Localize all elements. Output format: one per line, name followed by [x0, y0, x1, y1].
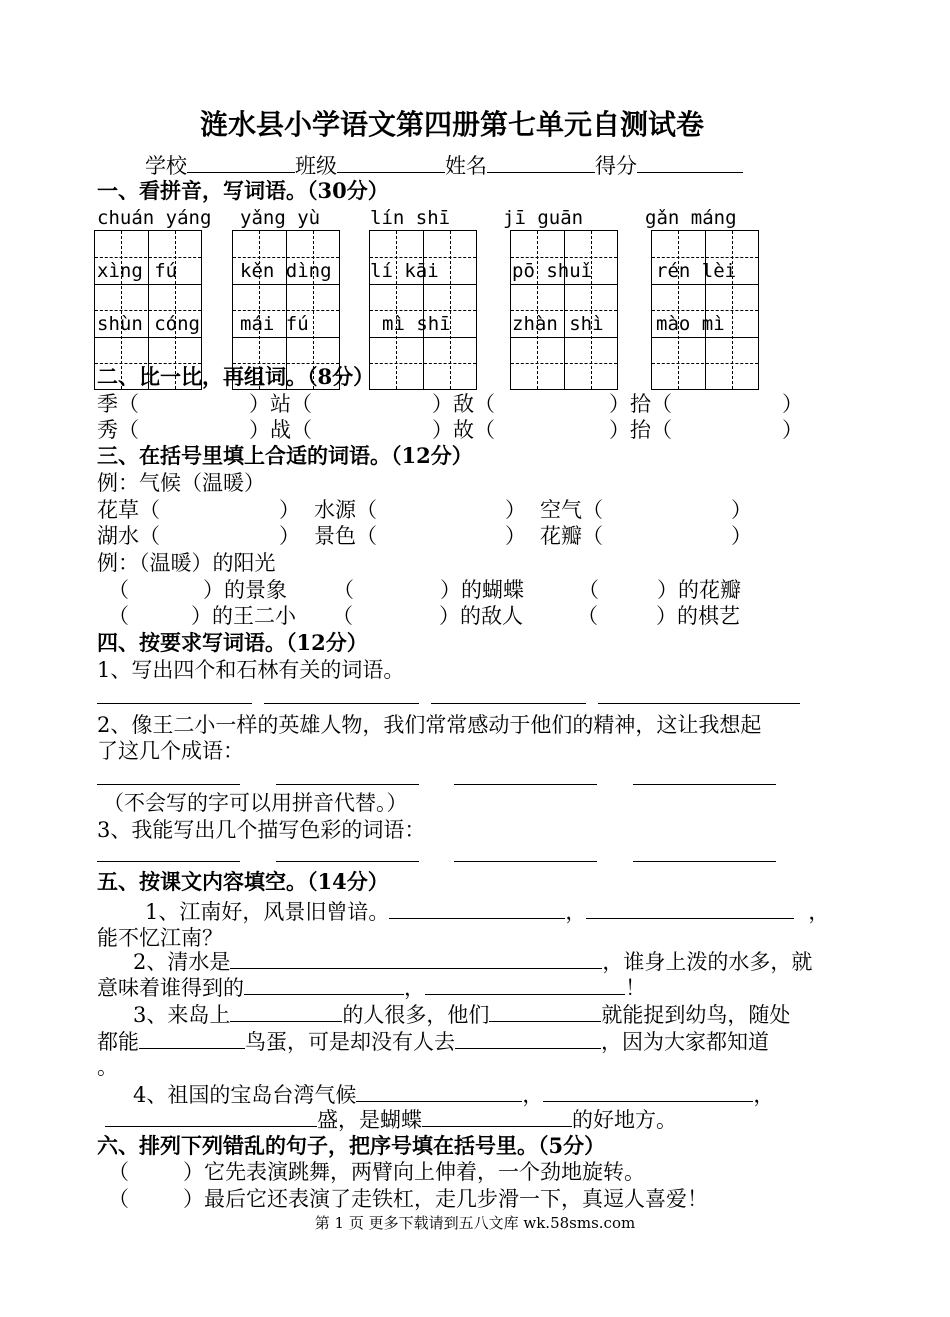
- pinyin: xìng fú: [97, 260, 178, 282]
- answer-blank[interactable]: [276, 784, 419, 785]
- section5-heading: 五、按课文内容填空。（14分）: [97, 869, 389, 894]
- text: ！: [625, 976, 646, 1000]
- fill-row: [108, 577, 741, 603]
- page-footer: 第 1 页 更多下载请到五八文库 wk.58sms.com: [314, 1214, 636, 1232]
- example: 例：气候（温暖）: [97, 471, 265, 495]
- fill-item: （: [333, 578, 354, 602]
- fill-item: 景色（: [314, 524, 377, 548]
- text: 的人很多，他们: [342, 1003, 490, 1027]
- text: 3、来岛上: [133, 1003, 231, 1027]
- text: ，: [808, 900, 830, 924]
- compare-item: ）战（: [249, 418, 312, 442]
- pinyin: lí kāi: [370, 260, 439, 282]
- page-title: 涟水县小学语文第四册第七单元自测试卷: [200, 108, 705, 141]
- pinyin: mào mì: [656, 313, 725, 335]
- fill-item: （: [108, 604, 129, 628]
- section4-heading: 四、按要求写词语。（12分）: [97, 630, 368, 655]
- text: 4、祖国的宝岛台湾气候: [133, 1083, 357, 1107]
- text: 鸟蛋，可是却没有人去: [245, 1030, 455, 1054]
- text: （: [108, 1160, 129, 1184]
- poem-line-end: 能不忆江南？: [97, 926, 223, 950]
- fill-item: ）的花瓣: [657, 578, 741, 602]
- pinyin-note: （不会写的字可以用拼音代替。）: [103, 791, 408, 815]
- fill-item: 空气（: [540, 498, 603, 522]
- writing-grid-3[interactable]: [369, 230, 477, 390]
- fill-item: ）的王二小: [191, 604, 296, 628]
- answer-blank[interactable]: [586, 898, 794, 919]
- answer-blank[interactable]: [455, 1028, 601, 1049]
- fill-item: ）的棋艺: [656, 604, 740, 628]
- fill-line: [133, 948, 812, 975]
- compare-item: 季（: [97, 392, 139, 416]
- pinyin: mì shī: [382, 313, 451, 335]
- answer-blank[interactable]: [356, 1081, 522, 1102]
- answer-blank[interactable]: [264, 703, 419, 704]
- answer-blank[interactable]: [431, 703, 586, 704]
- fill-item: 湖水（: [97, 524, 160, 548]
- answer-blank[interactable]: [543, 1081, 753, 1102]
- fill-row: [108, 603, 740, 629]
- compare-item: ）站（: [249, 392, 312, 416]
- answer-blank[interactable]: [454, 784, 597, 785]
- fill-item: 花草（: [97, 498, 160, 522]
- answer-blank[interactable]: [97, 784, 240, 785]
- text: ）它先表演跳舞，两臂向上伸着，一个劲地旋转。: [183, 1160, 645, 1184]
- text: 盛，是蝴蝶: [317, 1108, 422, 1132]
- text: ，因为大家都知道: [601, 1030, 769, 1054]
- compare-item: ）敌（: [432, 392, 495, 416]
- writing-grid-5[interactable]: [651, 230, 759, 390]
- answer-blank[interactable]: [139, 1028, 245, 1049]
- answer-blank[interactable]: [422, 1106, 572, 1127]
- answer-blank[interactable]: [230, 1001, 342, 1022]
- text: ）最后它还表演了走铁杠，走几步滑一下，真逗人喜爱！: [183, 1187, 708, 1211]
- fill-item: （: [108, 578, 129, 602]
- text: 的好地方。: [572, 1108, 677, 1132]
- pinyin: chuán yáng: [97, 207, 212, 229]
- section6-heading: 六、排列下列错乱的句子，把序号填在括号里。（5分）: [97, 1133, 606, 1158]
- text: 2、清水是: [133, 950, 231, 974]
- answer-blank[interactable]: [105, 1106, 317, 1127]
- text: ，谁身上泼的水多，就: [602, 950, 813, 974]
- name-label: 姓名: [445, 154, 487, 178]
- writing-grid-4[interactable]: [510, 230, 618, 390]
- class-blank[interactable]: [337, 152, 445, 173]
- compare-item: ）抬（: [609, 418, 672, 442]
- question-1: 1、写出四个和石林有关的词语。: [97, 658, 405, 682]
- question-2-cont: 了这几个成语：: [97, 739, 244, 763]
- compare-item: ）拾（: [609, 392, 672, 416]
- text: 就能捉到幼鸟，随处: [601, 1003, 791, 1027]
- fill-line: [133, 1081, 774, 1108]
- fill-line: [97, 974, 646, 1001]
- section2-heading: 二、比一比，再组词。（8分）: [97, 364, 375, 389]
- fill-line-end: 。: [97, 1055, 118, 1079]
- sentence-item: [108, 1159, 645, 1185]
- answer-blank[interactable]: [489, 1001, 601, 1022]
- fill-item: ）: [505, 498, 526, 522]
- school-label: 学校: [145, 154, 187, 178]
- fill-item: 花瓣（: [540, 524, 603, 548]
- fill-item: ）的景象: [203, 578, 287, 602]
- score-blank[interactable]: [637, 152, 743, 173]
- section1-heading: 一、看拼音，写词语。（30分）: [97, 178, 389, 203]
- text: 1、江南好，风景旧曾谙。: [145, 900, 390, 924]
- answer-blank[interactable]: [97, 861, 240, 862]
- fill-item: ）的敌人: [439, 604, 523, 628]
- fill-item: ）: [731, 498, 752, 522]
- text: 都能: [97, 1030, 139, 1054]
- fill-line: [133, 1001, 790, 1028]
- score-label: 得分: [595, 154, 637, 178]
- fill-row: [97, 497, 752, 523]
- compare-row: [97, 391, 803, 417]
- fill-item: （: [577, 604, 598, 628]
- compare-item: ）故（: [432, 418, 495, 442]
- fill-item: ）: [279, 498, 300, 522]
- answer-blank[interactable]: [389, 898, 565, 919]
- text: ，: [522, 1083, 544, 1107]
- text: ，: [565, 900, 587, 924]
- fill-item: ）: [505, 524, 526, 548]
- text: ，: [404, 976, 425, 1000]
- compare-item: ）: [782, 418, 803, 442]
- pinyin: zhàn shì: [512, 313, 604, 335]
- text: ，: [753, 1083, 775, 1107]
- answer-blank[interactable]: [230, 948, 602, 969]
- pinyin: shùn cóng: [97, 313, 200, 335]
- text: 意味着谁得到的: [97, 976, 244, 1000]
- question-2: 2、像王二小一样的英雄人物，我们常常感动于他们的精神，这让我想起: [97, 713, 762, 737]
- compare-item: ）: [782, 392, 803, 416]
- pinyin: kěn dìng: [240, 260, 332, 282]
- answer-blank[interactable]: [425, 974, 625, 995]
- answer-blank[interactable]: [97, 703, 252, 704]
- example: 例：（温暖）的阳光: [97, 551, 276, 575]
- fill-item: ）的蝴蝶: [440, 578, 524, 602]
- question-3: 3、我能写出几个描写色彩的词语：: [97, 818, 426, 842]
- pinyin: gǎn máng: [645, 207, 737, 229]
- compare-item: 秀（: [97, 418, 139, 442]
- name-blank[interactable]: [487, 152, 595, 173]
- answer-blank[interactable]: [454, 861, 597, 862]
- compare-row: [97, 417, 803, 443]
- fill-item: ）: [279, 524, 300, 548]
- answer-blank[interactable]: [276, 861, 419, 862]
- pinyin: jī guān: [503, 207, 584, 229]
- sentence-item: [108, 1186, 708, 1212]
- section3-heading: 三、在括号里填上合适的词语。（12分）: [97, 443, 473, 468]
- pinyin: mái fú: [240, 313, 309, 335]
- text: （: [108, 1187, 129, 1211]
- fill-line: [97, 1028, 769, 1055]
- pinyin: yǎng yù: [240, 207, 321, 229]
- fill-item: ）: [731, 524, 752, 548]
- pinyin: pō shuǐ: [512, 260, 593, 282]
- class-label: 班级: [295, 154, 337, 178]
- fill-line: [105, 1106, 677, 1133]
- fill-row: [97, 523, 752, 549]
- pinyin: rén lèi: [656, 260, 737, 282]
- info-fields: [145, 152, 743, 179]
- answer-blank[interactable]: [244, 974, 404, 995]
- fill-item: （: [578, 578, 599, 602]
- poem-line: [145, 898, 829, 925]
- pinyin: lín shī: [370, 207, 451, 229]
- answer-blank[interactable]: [633, 784, 776, 785]
- answer-blank[interactable]: [598, 703, 800, 704]
- fill-item: （: [332, 604, 353, 628]
- school-blank[interactable]: [187, 152, 295, 173]
- answer-blank[interactable]: [633, 861, 776, 862]
- fill-item: 水源（: [314, 498, 377, 522]
